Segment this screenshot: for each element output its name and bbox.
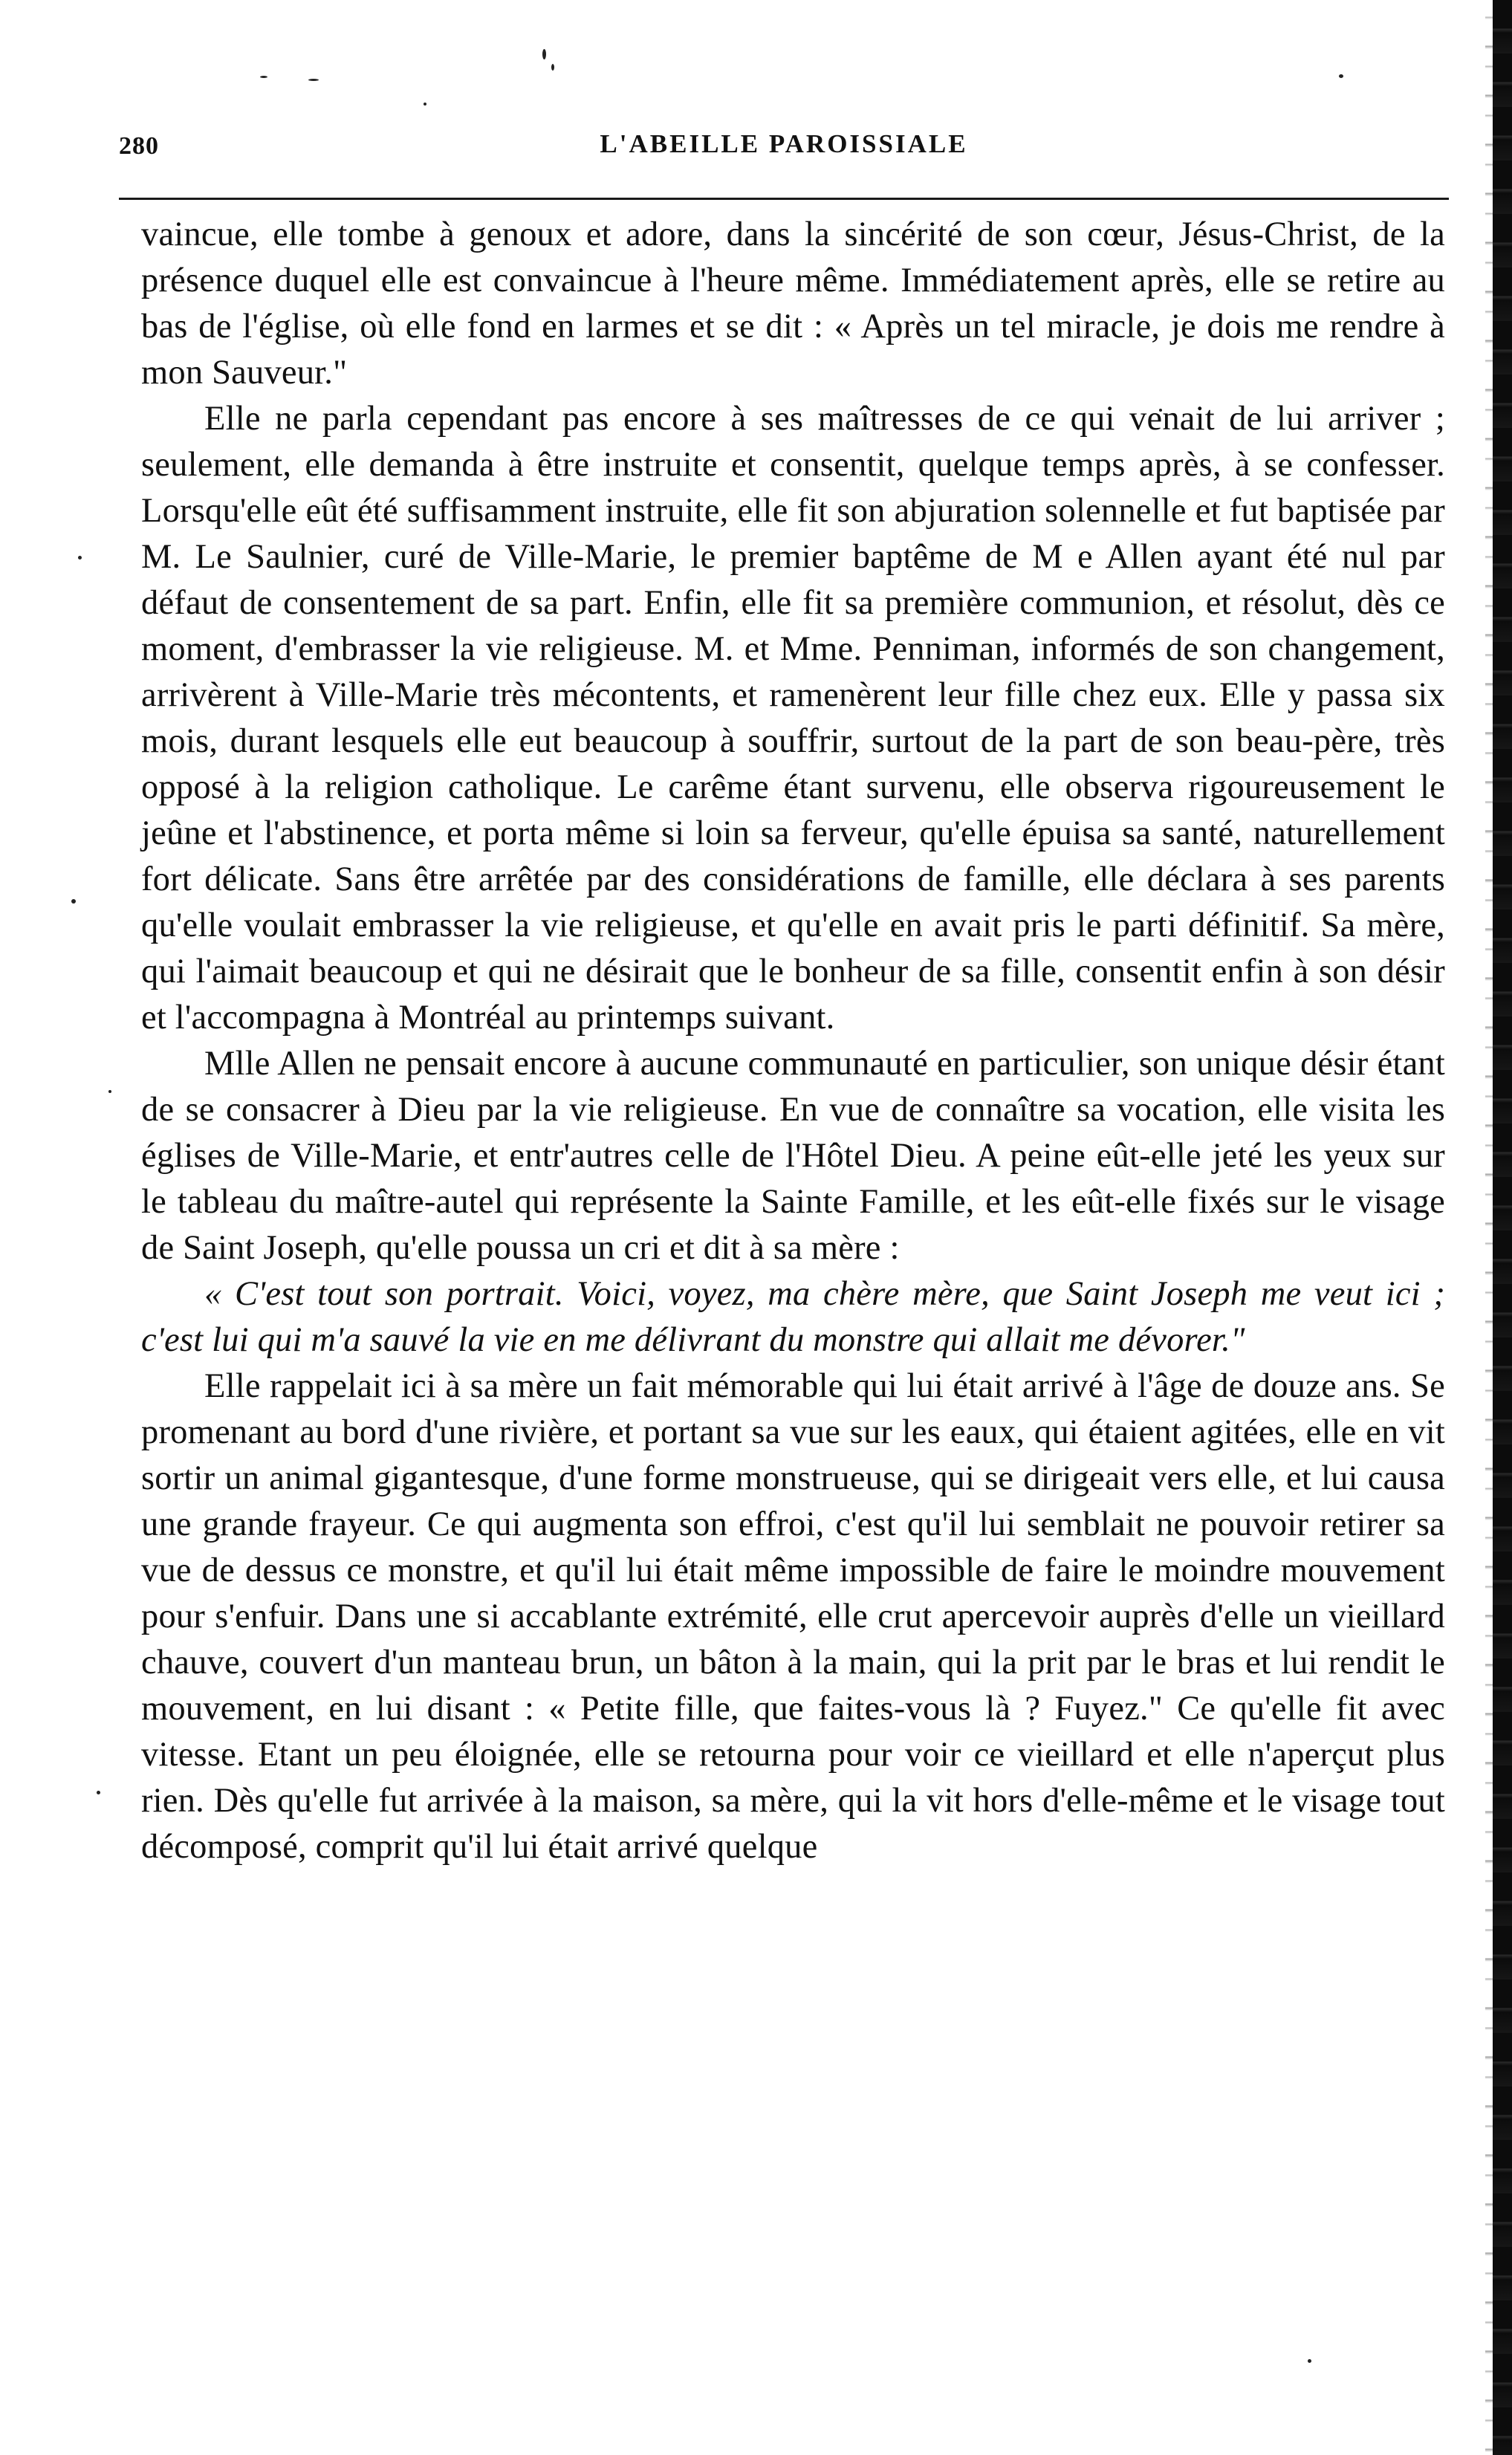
paragraph: Elle ne parla cependant pas encore à ses maîtresses de ce qui venait de lui arriver ; seulement, elle demanda à être instruite et consentit, quelque temps après, à se confesser. Lorsqu'elle eût été suffisamment instruite, elle fit son abjuration solennelle et fut baptisée par M. Le Saulnier, curé de Ville-Marie, le premier baptême de M e Allen ayant été nul par défaut de consentement de sa part. Enfin, elle fit sa première communion, et résolut, dès ce moment, d'embrasser la vie religieuse. M. et Mme. Penniman, informés de son changement, arrivèrent à Ville-Marie très mécontents, et ramenèrent leur fille chez eux. Elle y passa six mois, durant lesquels elle eut beaucoup à souffrir, surtout de la part de son beau-père, très opposé à la religion catholique. Le carême étant survenu, elle observa rigoureusement le jeûne et l'abstinence, et porta même si loin sa ferveur, qu'elle épuisa sa santé, naturellement fort délicate. Sans être arrêtée par des considérations de famille, elle déclara à ses parents qu'elle voulait embrasser la vie religieuse, et qu'elle en avait pris le parti définitif. Sa mère, qui l'aimait beaucoup et qui ne désirait que le bonheur de sa fille, consentit enfin à son désir et l'accompagna à Montréal au printemps suivant. xyxy=(141,400,1445,1037)
paragraph: Elle rappelait ici à sa mère un fait mémorable qui lui était arrivé à l'âge de douze ans. Se promenant au bord d'une rivière, et portant sa vue sur les eaux, qui étaient agitées, elle en vit sortir un animal gigantesque, d'une forme monstrueuse, qui se dirigeait vers elle, et lui causa une grande frayeur. Ce qui augmenta son effroi, c'est qu'il lui semblait ne pouvoir retirer sa vue de dessus ce monstre, et qu'il lui était même impossible de faire le moindre mouvement pour s'enfuir. Dans une si accablante extrémité, elle crut apercevoir auprès d'elle un vieillard chauve, couvert d'un manteau brun, un bâton à la main, qui la prit par le bras et lui rendit le mouvement, en lui disant : « Petite fille, que faites-vous là ? Fuyez." Ce qu'elle fit avec vitesse. Etant un peu éloignée, elle se retourna pour voir ce vieillard et elle n'aperçut plus rien. Dès qu'elle fut arrivée à la maison, sa mère, qui la vit hors d'elle-même et le visage tout décomposé, comprit qu'il lui était arrivé quelque xyxy=(141,1367,1445,1866)
scan-speck xyxy=(1339,74,1343,78)
quoted-speech: « C'est tout son portrait. Voici, voyez, ma chère mère, que Saint Joseph me veut ici ; c'est lui qui m'a sauvé la vie en me délivrant du monstre qui allait me dévorer." xyxy=(141,1275,1445,1359)
scan-speck xyxy=(97,1791,100,1794)
scan-binding-shadow xyxy=(1485,0,1493,2455)
scan-speck xyxy=(260,76,267,78)
page-number: 280 xyxy=(119,132,159,160)
scan-speck xyxy=(78,556,82,560)
header-rule xyxy=(119,198,1449,200)
scan-speck xyxy=(424,103,426,106)
scan-speck xyxy=(1308,2359,1311,2363)
running-title: L'ABEILLE PAROISSIALE xyxy=(600,129,968,158)
scan-speck xyxy=(542,49,546,59)
paragraph: Mlle Allen ne pensait encore à aucune communauté en particulier, son unique désir étant de se consacrer à Dieu par la vie religieuse. En vue de connaître sa vocation, elle visita les églises de Ville-Marie, et entr'autres celle de l'Hôtel Dieu. A peine eût-elle jeté les yeux sur le tableau du maître-autel qui représente la Sainte Famille, et les eût-elle fixés sur le visage de Saint Joseph, qu'elle poussa un cri et dit à sa mère : xyxy=(141,1045,1445,1267)
scan-dark-edge xyxy=(1493,0,1512,2455)
scan-speck xyxy=(108,1090,111,1093)
scan-speck xyxy=(308,79,319,81)
running-head xyxy=(119,117,1449,169)
paragraph-continued: vaincue, elle tombe à genoux et adore, dans la sincérité de son cœur, Jésus-Christ, de la présence duquel elle est convaincue à l'heure même. Immédiatement après, elle se retire au bas de l'église, où elle fond en larmes et se dit : « Après un tel miracle, je dois me rendre à mon Sauveur." xyxy=(141,215,1445,392)
body-text xyxy=(141,212,1445,1870)
scan-speck xyxy=(71,899,76,904)
scan-speck xyxy=(551,64,554,71)
